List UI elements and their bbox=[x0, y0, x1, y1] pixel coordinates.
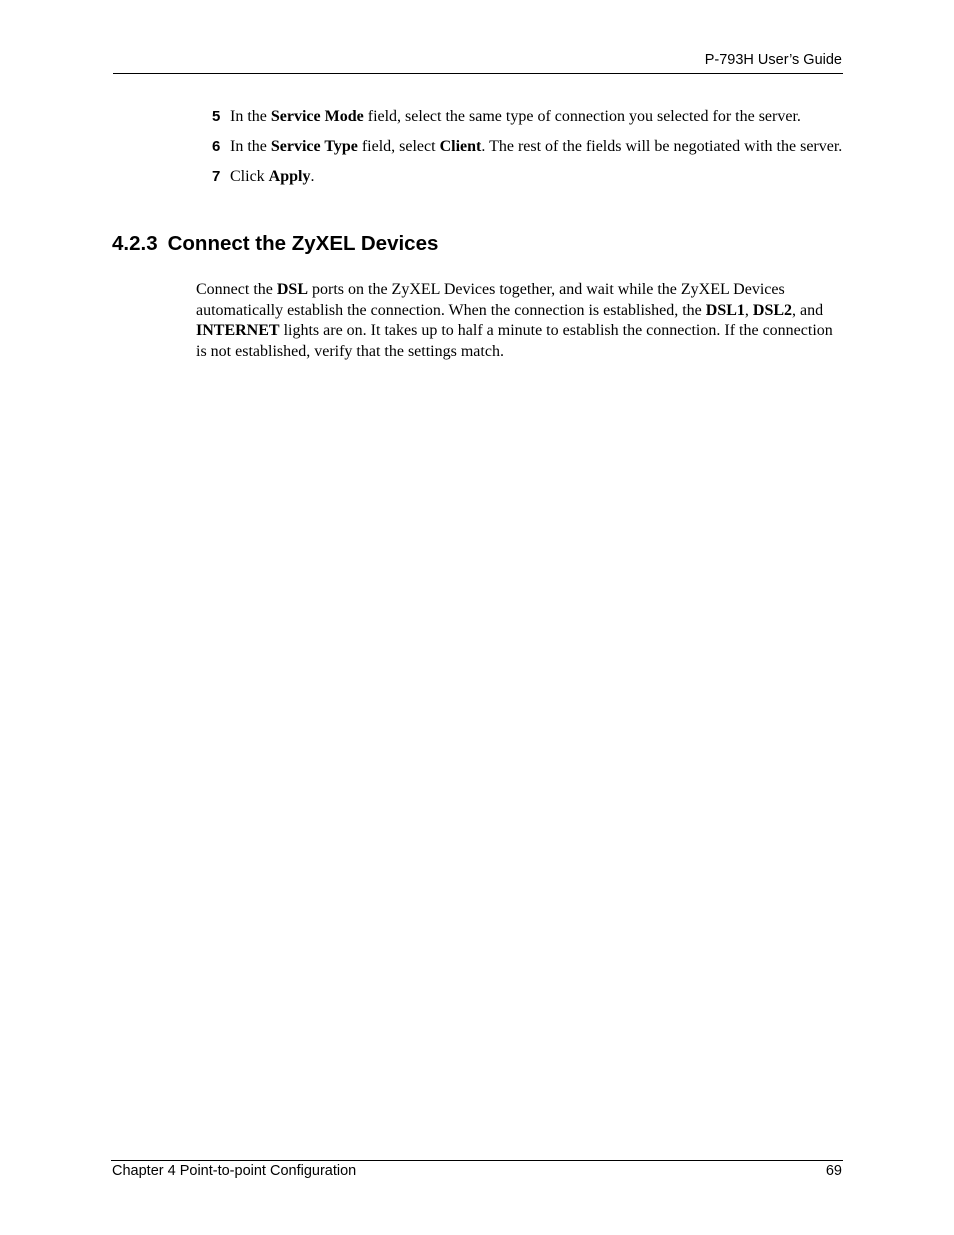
procedure-steps bbox=[212, 107, 844, 197]
light-name: INTERNET bbox=[196, 322, 280, 339]
step-text bbox=[230, 108, 801, 125]
header-divider bbox=[113, 73, 843, 74]
light-name: DSL1 bbox=[705, 301, 745, 319]
step-text-run: In the bbox=[230, 108, 271, 125]
step-number: 6 bbox=[212, 138, 221, 155]
step-text-run: . bbox=[310, 168, 315, 185]
step-text-run: field, select bbox=[357, 138, 440, 155]
page-number: 69 bbox=[825, 1163, 842, 1179]
step-number: 7 bbox=[212, 168, 221, 185]
paragraph-text-run: Connect the bbox=[196, 281, 277, 298]
section-title: Connect the ZyXEL Devices bbox=[167, 232, 439, 255]
ui-option-name: Client bbox=[439, 138, 482, 155]
paragraph-text-run: , and bbox=[792, 301, 824, 319]
step-text-run: . The rest of the fields will be negotiated with the server. bbox=[481, 138, 843, 155]
step-text bbox=[230, 168, 314, 185]
step-item bbox=[212, 137, 844, 157]
paragraph-text-run: ports on the ZyXEL Devices together, and wait while the ZyXEL Devices automatically establish the connection. When the connection is established, the bbox=[196, 281, 785, 319]
step-item bbox=[212, 167, 844, 187]
ui-button-name: Apply bbox=[268, 168, 311, 185]
step-number: 5 bbox=[212, 108, 221, 125]
port-name: DSL bbox=[276, 281, 308, 298]
running-header-title: P-793H User’s Guide bbox=[704, 52, 842, 68]
step-item bbox=[212, 107, 844, 127]
step-text-run: In the bbox=[230, 138, 271, 155]
ui-field-name: Service Mode bbox=[270, 108, 364, 125]
footer-divider bbox=[111, 1160, 843, 1161]
light-name: DSL2 bbox=[752, 301, 793, 319]
step-text-run: Click bbox=[230, 168, 269, 185]
body-paragraph bbox=[196, 280, 844, 362]
paragraph-text-run: , bbox=[744, 301, 753, 319]
step-text bbox=[230, 138, 842, 155]
step-text-run: field, select the same type of connection you selected for the server. bbox=[363, 108, 801, 125]
ui-field-name: Service Type bbox=[270, 138, 358, 155]
footer-chapter-title: Chapter 4 Point-to-point Configuration bbox=[112, 1163, 357, 1179]
paragraph-text-run: lights are on. It takes up to half a minute to establish the connection. If the connection is not established, verify that the settings match. bbox=[196, 322, 833, 360]
section-heading bbox=[112, 231, 438, 257]
section-number: 4.2.3 bbox=[112, 232, 158, 255]
